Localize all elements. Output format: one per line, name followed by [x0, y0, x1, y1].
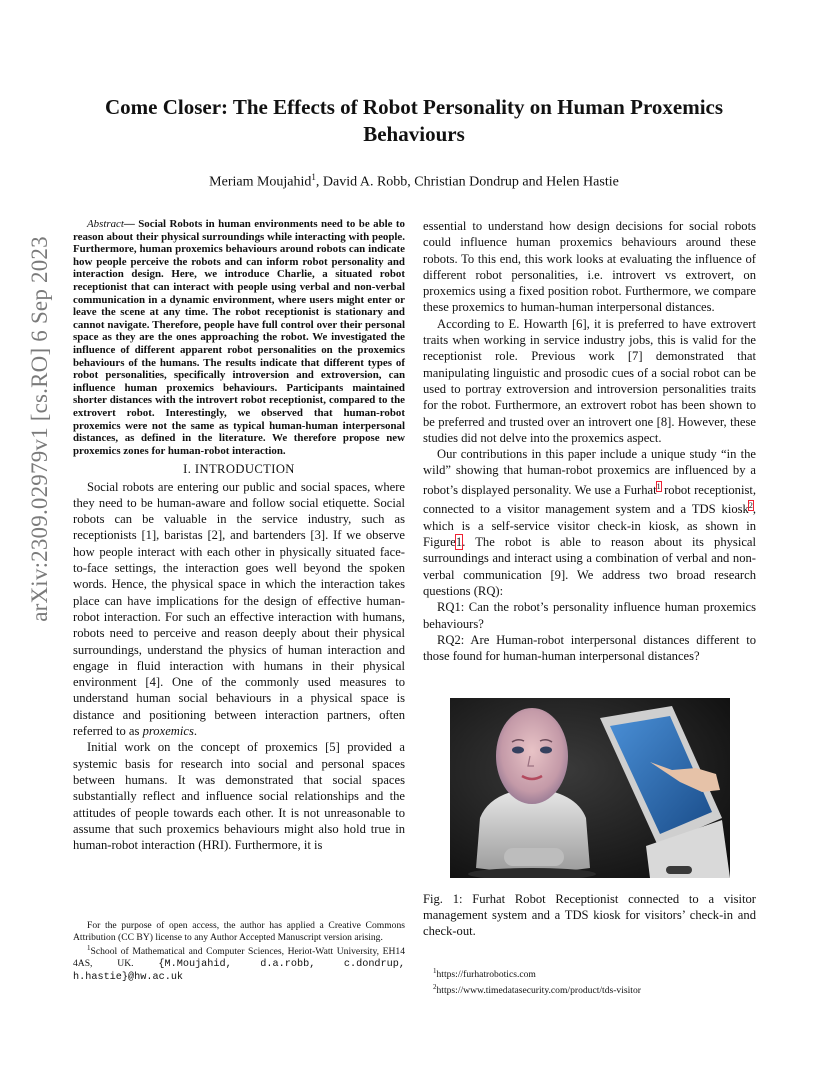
affil-text: School of Mathematical and Computer Sciences, Heriot-Watt University, EH14 4AS, UK. [73, 946, 405, 969]
robot-head [496, 708, 568, 804]
left-column [73, 218, 405, 853]
intro-paragraph-3: essential to understand how design decisions for social robots could influence human proxemics behaviours around these robots. To this end, this work looks at evaluating the influence of different robot personalities, i.e. introvert vs extrovert, on proxemics using a fixed position robot. Furthermore, we compare these proxemics to human-human interpersonal distances. [423, 219, 756, 315]
intro-paragraph-5 [423, 446, 756, 599]
figure-caption: Fig. 1: Furhat Robot Receptionist connected to a visitor management system and a TDS kiosk for visitors’ check-in and check-out. [423, 892, 756, 938]
contrib-text-d: . The robot is able to reason about its physical surroundings and interact using a combination of verbal and non-verbal communication [9]. We address two broad research questions (RQ): [423, 535, 756, 598]
contrib-text-c: , which is a self-service visitor check-in kiosk, as shown in Figure [423, 502, 756, 550]
arxiv-stamp: arXiv:2309.02979v1 [cs.RO] 6 Sep 2023 [27, 236, 52, 622]
right-footnotes [433, 965, 763, 997]
left-footnotes [73, 920, 405, 983]
footnote-2 [433, 981, 763, 997]
figure-robot-receptionist-photo [450, 698, 730, 878]
abstract-label: Abstract [87, 218, 124, 230]
intro-p1-em: proxemics [142, 724, 194, 739]
section-heading-introduction: I. INTRODUCTION [183, 462, 295, 477]
abstract [73, 218, 405, 457]
author-rest: , David A. Robb, Christian Dondrup and Helen Hastie [315, 174, 619, 190]
author-list [60, 172, 768, 191]
intro-paragraph-4: According to E. Howarth [6], it is preferred to have extrovert traits when working in service industry jobs, this is valid for the receptionist role. Previous work [7] demonstrated that manipulating linguistic and prosodic cues of a social robot can be used to portray extroversion and introversion personalities traits for the robot. Furthermore, an extrovert robot has been shown to be preferred and trusted over an introvert one [8]. However, these studies did not delve into the proxemics aspect. [423, 316, 756, 445]
affil-note-sup: 1 [87, 944, 91, 953]
contrib-text-a: Our contributions in this paper include a unique study “in the wild” showing that human-robot proxemics are influenced by a robot’s displayed personality. We use a Furhat [423, 447, 756, 497]
footnote-1 [433, 965, 763, 981]
intro-p1-end: . [193, 724, 198, 739]
right-column [423, 218, 756, 664]
footnote-link-1[interactable]: 1 [656, 481, 661, 491]
abstract-text: — Social Robots in human environments need to be able to reason about their physical surroundings while interacting with people. Furthermore, human proxemics behaviours around robots can indicate how people perceive the robots and can inform robot personality and interaction design. Here, we introduce Charlie, a situated robot receptionist that can interact with people using verbal and non-verbal communication in a dynamic environment, where users might enter or leave the scene at any time. The robot receptionist is stationary and cannot navigate. Therefore, people have full control over their personal space as they are the ones approaching the robot. We investigated the influence of different apparent robot personalities on the proxemics behaviours of the humans. The results indicate that different types of robot personalities, specifically introversion and extroversion, can influence human proxemics behaviours. Participants maintained shorter distances with the introvert robot receptionist, compared to the extrovert robot. Interestingly, we observed that human-robot proxemics were not the same as typical human-human interpersonal distances, as defined in the literature. We therefore propose new proxemics zones for human-robot interaction. [73, 218, 405, 457]
author-affil-sup: 1 [311, 172, 316, 182]
author-emails: {M.Moujahid, d.a.robb, c.dondrup, h.hastie}@hw.ac.uk [73, 958, 406, 983]
figure-link-1[interactable]: 1 [455, 535, 463, 550]
footnote-link-2[interactable]: 2 [748, 501, 753, 511]
open-access-note: For the purpose of open access, the author has applied a Creative Commons Attribution (CC BY) license to any Author Accepted Manuscript version arising. [73, 920, 405, 943]
intro-p1-text: Social robots are entering our public and social spaces, where they need to be human-aware and follow social etiquette. Social robots can be valuable in the service industry, such as receptionists [1], baristas [2], and bartenders [3]. If we observe how people interact with each other in physically situated face-to-face settings, the interaction goes well beyond the spoken words. Hence, the physical space in which the interaction takes place can have implications for the design of effective human-robot interaction. For such an effective interaction with humans, robots need to perceive and reason deeply about their physical surroundings, understand the physics of human interaction and engage in fluid interaction with humans in their physical environment [4]. One of the commonly used measures to understand human social behaviours in a physical space is distance and positioning between interaction partners, often referred to as [73, 479, 405, 739]
footnote-1-num: 1 [433, 967, 437, 975]
author-first: Meriam Moujahid [209, 174, 312, 190]
intro-paragraph-2: Initial work on the concept of proxemics [5] provided a systemic basis for research into social and personal spaces between humans. It was demonstrated that social spaces substantially reflect and influence social relationships and the attitudes of people towards each other. It is not unreasonable to assume that such proxemics behaviours might also hold true in human-robot interaction (HRI). Furthermore, it is [73, 740, 405, 853]
intro-paragraph-1 [73, 479, 405, 740]
affiliation-note [73, 943, 405, 983]
research-question-2: RQ2: Are Human-robot interpersonal distances different to those found for human-human interpersonal distances? [423, 632, 756, 664]
footnote-2-url[interactable]: https://www.timedatasecurity.com/product/tds-visitor [436, 985, 641, 997]
contrib-text-b: robot receptionist, connected to a visitor management system and a TDS kiosk [423, 482, 756, 517]
footnote-2-num: 2 [433, 983, 437, 992]
footnote-1-url[interactable]: https://furhatrobotics.com [436, 969, 536, 981]
research-question-1: RQ1: Can the robot’s personality influence human proxemics behaviours? [423, 600, 756, 631]
paper-title: Come Closer: The Effects of Robot Personality on Human Proxemics Behaviours [104, 95, 724, 146]
robot-photo-illustration [450, 698, 730, 878]
